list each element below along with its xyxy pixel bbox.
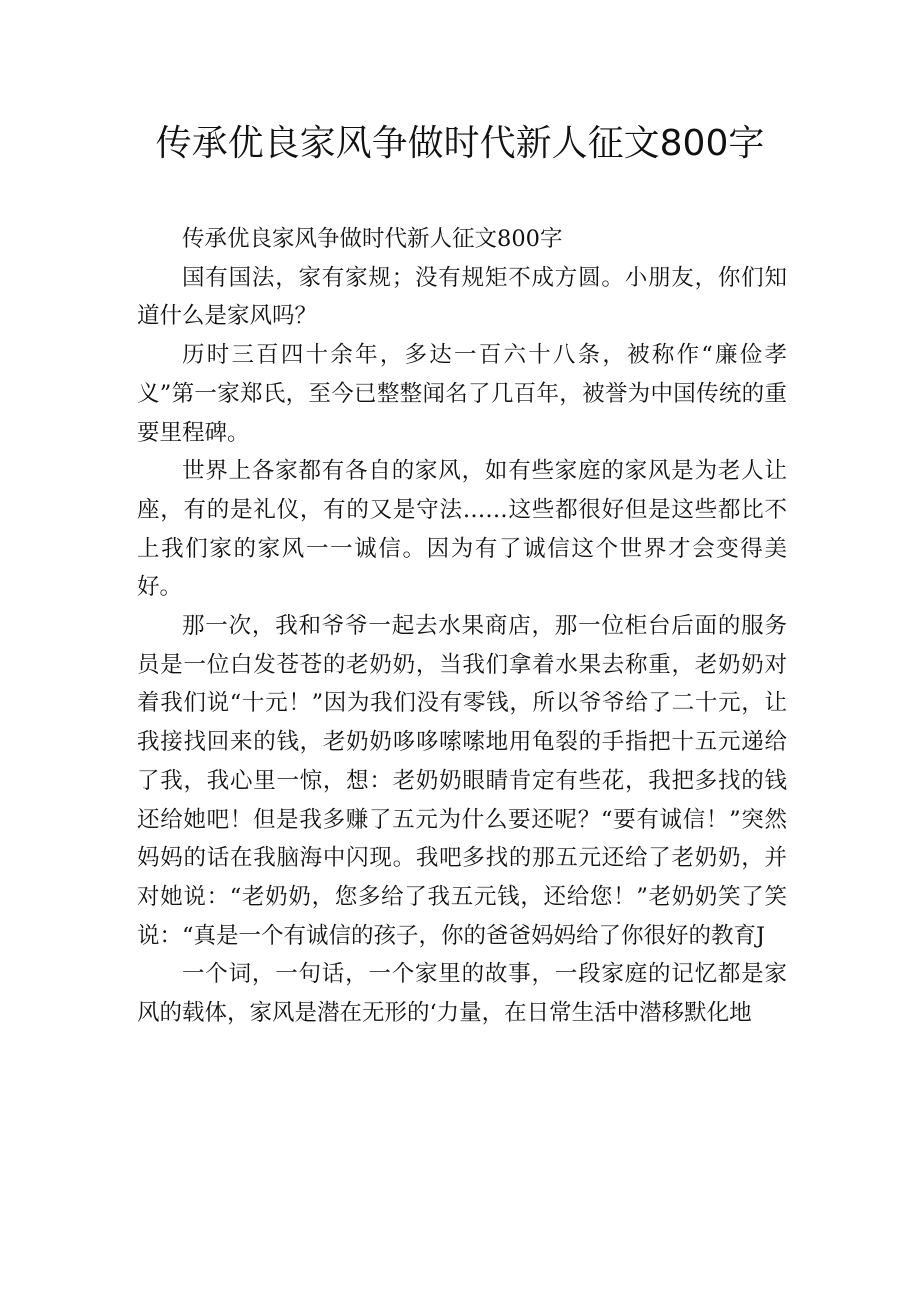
paragraph-zheng-family: 历时三百四十余年，多达一百六十八条，被称作“廉俭孝义”第一家郑氏，至今已整整闻名了几百年，被誉为中国传统的重要里程碑。 bbox=[137, 342, 787, 446]
paragraph-fruit-shop-story: 那一次，我和爷爷一起去水果商店，那一位柜台后面的服务员是一位白发苍苍的老奶奶，当我们拿着水果去称重，老奶奶对着我们说“十元！”因为我们没有零钱，所以爷爷给了二十元，让我接找回来的钱，老奶奶哆哆嗦嗦地用龟裂的手指把十五元递给了我，我心里一惊，想：老奶奶眼睛肯定有些花，我把多找的钱还给她吧！但是我多赚了五元为什么要还呢？“要有诚信！”突然妈妈的话在我脑海中闪现。我吧多找的那五元还给了老奶奶，并对她说：“老奶奶，您多给了我五元钱，还给您！”老奶奶笑了笑说：“真是一个有诚信的孩子，你的爸爸妈妈给了你很好的教育J bbox=[137, 613, 787, 949]
paragraph-family-values: 世界上各家都有各自的家风，如有些家庭的家风是为老人让座，有的是礼仪，有的又是守法……这些都很好但是这些都比不上我们家的家风一一诚信。因为有了诚信这个世界才会变得美好。 bbox=[137, 458, 787, 601]
paragraph-conclusion: 一个词，一句话，一个家里的故事，一段家庭的记忆都是家风的载体，家风是潜在无形的‘力量，在日常生活中潜移默化地 bbox=[137, 961, 787, 1027]
paragraph-subtitle: 传承优良家风争做时代新人征文800字 bbox=[182, 226, 563, 252]
document-body bbox=[137, 220, 787, 1033]
paragraph-intro: 国有国法，家有家规；没有规矩不成方圆。小朋友，你们知道什么是家风吗？ bbox=[137, 264, 787, 330]
document-title: 传承优良家风争做时代新人征文800字 bbox=[155, 123, 765, 164]
